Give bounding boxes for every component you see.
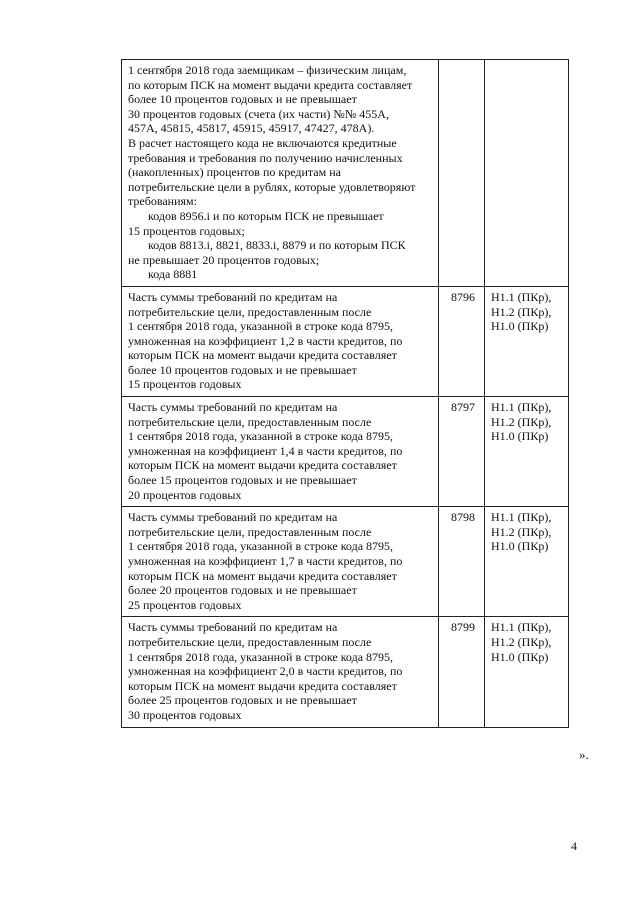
- description-line: 15 процентов годовых: [128, 377, 242, 392]
- description-line: 1 сентября 2018 года заемщикам – физическим лицам,: [128, 63, 407, 77]
- description-line: Часть суммы требований по кредитам на: [128, 400, 338, 415]
- description-line: потребительские цели, предоставленным после: [128, 304, 372, 319]
- closing-quote: ».: [579, 747, 589, 762]
- description-line: кодов 8813.i, 8821, 8833.i, 8879 и по которым ПСК: [148, 238, 406, 253]
- code-value: 8798: [451, 510, 475, 525]
- description-cell: [122, 397, 439, 507]
- table-row: [122, 397, 569, 507]
- description-line: которым ПСК на момент выдачи кредита составляет: [128, 678, 397, 693]
- description-line: кода 8881: [148, 267, 198, 282]
- code-value: 8799: [451, 620, 475, 635]
- norms-cell: [485, 286, 569, 396]
- description-cell: [122, 60, 439, 287]
- description-line: более 10 процентов годовых и не превышает: [128, 92, 357, 107]
- description-line: кодов 8956.i и по которым ПСК не превышает: [148, 208, 384, 223]
- table-row: [122, 507, 569, 617]
- code-value: 8797: [451, 400, 475, 415]
- description-line: 1 сентября 2018 года, указанной в строке кода 8795,: [128, 649, 394, 664]
- description-line: потребительские цели, предоставленным после: [128, 414, 372, 429]
- norm-line: Н1.1 (ПКр),: [491, 620, 552, 635]
- table-row: [122, 60, 569, 287]
- description-line: Часть суммы требований по кредитам на: [128, 289, 338, 304]
- norm-line: Н1.2 (ПКр),: [491, 524, 552, 539]
- norm-line: Н1.0 (ПКр): [491, 539, 549, 554]
- description-line: 15 процентов годовых;: [128, 223, 245, 238]
- description-line: 30 процентов годовых: [128, 707, 242, 722]
- norm-line: Н1.2 (ПКр),: [491, 634, 552, 649]
- code-cell: [439, 617, 485, 727]
- norm-line: Н1.0 (ПКр): [491, 319, 549, 334]
- description-line: более 25 процентов годовых и не превышает: [128, 693, 357, 708]
- norms-cell: [485, 397, 569, 507]
- code-cell: [439, 507, 485, 617]
- description-line: 1 сентября 2018 года, указанной в строке кода 8795,: [128, 429, 394, 444]
- description-line: требования и требования по получению начисленных: [128, 150, 403, 165]
- description-cell: [122, 617, 439, 727]
- description-cell: [122, 286, 439, 396]
- norm-line: Н1.1 (ПКр),: [491, 400, 552, 415]
- description-line: 1 сентября 2018 года, указанной в строке кода 8795,: [128, 319, 394, 334]
- description-line: умноженная на коэффициент 1,7 в части кредитов, по: [128, 554, 403, 568]
- description-line: В расчет настоящего кода не включаются кредитные: [128, 135, 397, 150]
- description-line: Часть суммы требований по кредитам на: [128, 620, 338, 635]
- description-line: потребительские цели, предоставленным после: [128, 524, 372, 539]
- description-line: 1 сентября 2018 года, указанной в строке кода 8795,: [128, 539, 394, 554]
- description-line: более 10 процентов годовых и не превышает: [128, 362, 357, 377]
- norm-line: Н1.2 (ПКр),: [491, 304, 552, 319]
- description-line: умноженная на коэффициент 1,4 в части кредитов, по: [128, 443, 403, 458]
- description-line: 30 процентов годовых (счета (их части) №№ 455А,: [128, 106, 389, 121]
- description-line: требованиям:: [128, 194, 197, 209]
- description-line: умноженная на коэффициент 1,2 в части кредитов, по: [128, 333, 403, 348]
- norms-cell: [485, 617, 569, 727]
- table-row: [122, 617, 569, 727]
- description-line: более 15 процентов годовых и не превышает: [128, 473, 357, 488]
- norm-line: Н1.1 (ПКр),: [491, 510, 552, 525]
- description-line: по которым ПСК на момент выдачи кредита составляет: [128, 77, 413, 92]
- description-line: которым ПСК на момент выдачи кредита составляет: [128, 348, 397, 363]
- code-cell: [439, 286, 485, 396]
- description-line: которым ПСК на момент выдачи кредита составляет: [128, 568, 397, 583]
- description-line: 20 процентов годовых: [128, 487, 242, 502]
- code-cell: [439, 60, 485, 287]
- norms-cell: [485, 507, 569, 617]
- norms-cell: [485, 60, 569, 287]
- code-value: 8796: [451, 289, 475, 304]
- description-line: Часть суммы требований по кредитам на: [128, 510, 338, 525]
- description-line: потребительские цели, предоставленным после: [128, 634, 372, 649]
- norm-line: Н1.2 (ПКр),: [491, 414, 552, 429]
- page-number: 4: [571, 839, 577, 853]
- description-line: не превышает 20 процентов годовых;: [128, 252, 320, 267]
- description-line: более 20 процентов годовых и не превышает: [128, 583, 357, 598]
- description-line: умноженная на коэффициент 2,0 в части кредитов, по: [128, 664, 403, 679]
- codes-table: [121, 59, 569, 728]
- norm-line: Н1.1 (ПКр),: [491, 289, 552, 304]
- table-row: [122, 286, 569, 396]
- description-cell: [122, 507, 439, 617]
- description-line: которым ПСК на момент выдачи кредита составляет: [128, 458, 397, 473]
- description-line: (накопленных) процентов по кредитам на: [128, 165, 341, 180]
- codes-table-body: [122, 60, 569, 728]
- description-line: 457А, 45815, 45817, 45915, 45917, 47427, 478А).: [128, 121, 375, 136]
- description-line: потребительские цели в рублях, которые удовлетворяют: [128, 179, 416, 194]
- norm-line: Н1.0 (ПКр): [491, 429, 549, 444]
- norm-line: Н1.0 (ПКр): [491, 649, 549, 664]
- code-cell: [439, 397, 485, 507]
- description-line: 25 процентов годовых: [128, 597, 242, 612]
